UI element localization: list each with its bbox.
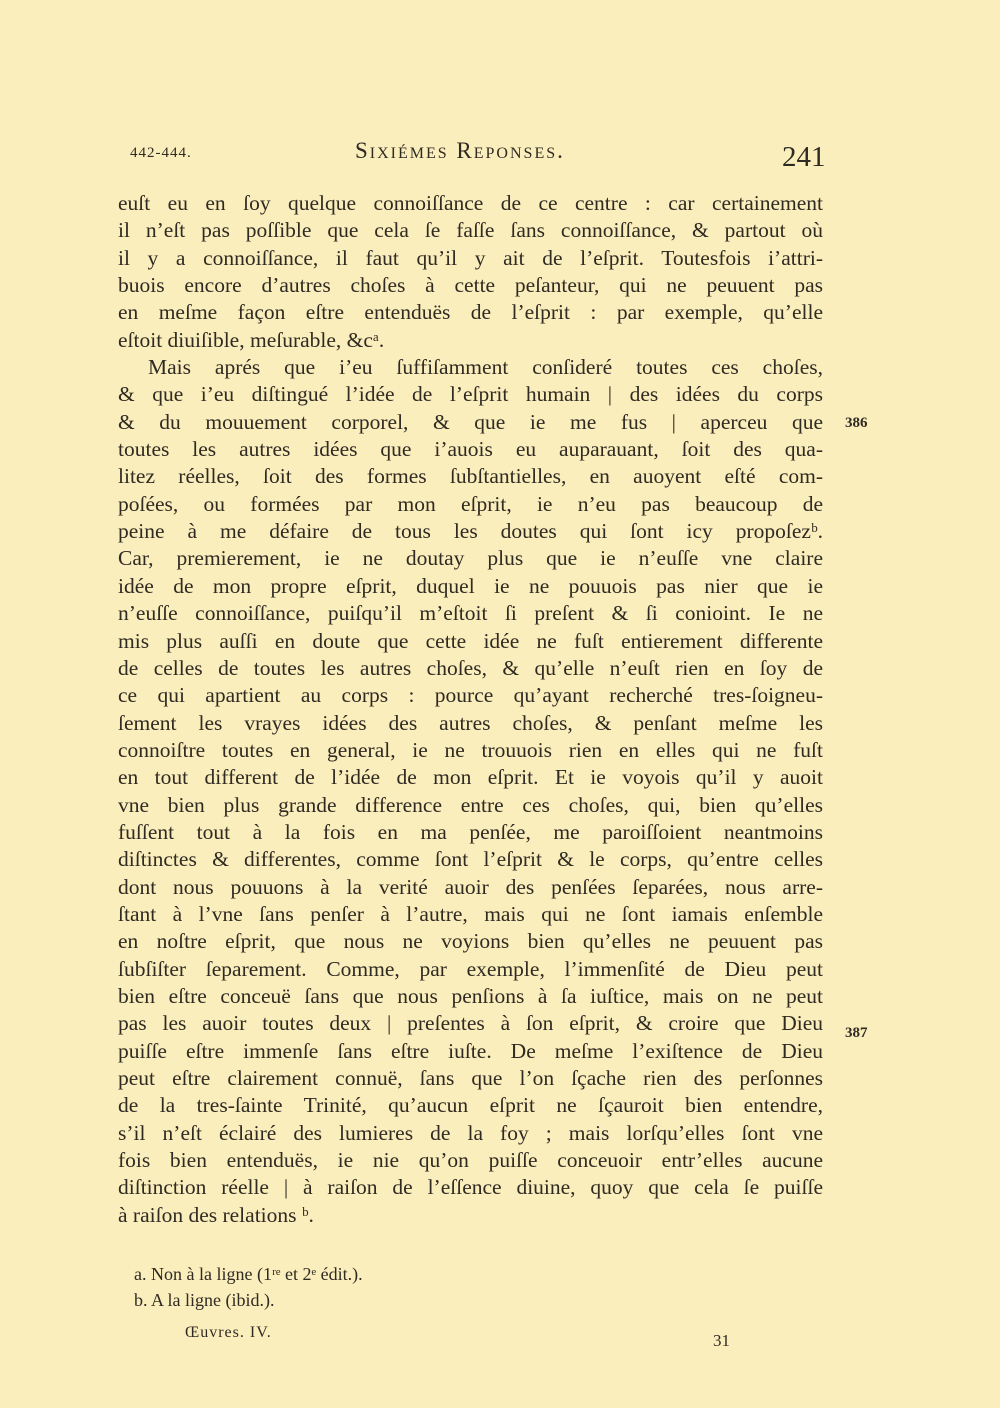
text-line: peine à me défaire de tous les doutes qui ſont icy propoſezᵇ. — [118, 519, 823, 544]
body-text — [118, 190, 823, 1229]
running-title: Sixiémes Reponses. — [355, 138, 565, 163]
text-line: fois bien entenduës, ie nie qu’on puiſſe conceuoir entr’elles aucune — [118, 1148, 823, 1173]
text-line: Mais aprés que i’eu ſuffiſamment conſideré toutes ces choſes, — [148, 355, 823, 380]
text-line: dont nous pouuons à la verité auoir des penſées ſeparées, nous arre- — [118, 874, 823, 899]
text-line: en tout different de l’idée de mon eſprit. Et ie voyois qu’il y auoit — [118, 765, 823, 790]
text-line: bien eſtre conceuë ſans que nous penſions à ſa iuſtice, mais on ne peut — [118, 983, 823, 1008]
text-line: & du mouuement corporel, & que ie me fus | aperceu que — [118, 409, 823, 434]
text-line: puiſſe eſtre immenſe ſans eſtre iuſte. De meſme l’exiſtence de Dieu — [118, 1038, 823, 1063]
text-line: idée de mon propre eſprit, duquel ie ne pouuois pas nier que ie — [118, 573, 823, 598]
text-line: poſées, ou formées par mon eſprit, ie n’eu pas beaucoup de — [118, 491, 823, 516]
text-line: à raiſon des relations ᵇ. — [118, 1202, 314, 1227]
text-line: peut eſtre clairement connuë, ſans que l’on ſçache rien des perſonnes — [118, 1066, 823, 1090]
text-line: il n’eſt pas poſſible que cela ſe faſſe ſans connoiſſance, & partout où — [118, 218, 823, 243]
text-line: de celles de toutes les autres choſes, & qu’elle n’euſt rien en ſoy de — [118, 655, 823, 680]
text-line: en meſme façon eſtre entenduës de l’eſprit : par exemple, qu’elle — [118, 300, 823, 325]
text-line: Car, premierement, ie ne doutay plus que ie n’euſſe vne claire — [118, 546, 823, 571]
text-line: en noſtre eſprit, que nous ne voyions bien qu’elles ne peuuent pas — [118, 929, 823, 954]
text-line: & que i’eu diſtingué l’idée de l’eſprit humain | des idées du corps — [118, 382, 823, 407]
sheet-number: 31 — [713, 1331, 730, 1350]
margin-page-number: 386 — [845, 415, 868, 431]
text-line: toutes les autres idées que i’auois eu auparauant, ſoit des qua- — [118, 437, 823, 462]
text-line: ſubſiſter ſeparement. Comme, par exemple, l’immenſité de Dieu peut — [118, 956, 823, 981]
text-line: ſtant à l’vne ſans penſer à l’autre, mais qui ne ſont iamais enſemble — [118, 901, 823, 926]
text-line: connoiſtre toutes en general, ie ne trouuois rien en elles qui ne fuſt — [118, 737, 823, 762]
text-line: il y a connoiſſance, il faut qu’il y ait de l’eſprit. Toutesfois i’attri- — [118, 245, 823, 270]
text-line: euſt eu en ſoy quelque connoiſſance de ce centre : car certainement — [118, 191, 823, 215]
text-line: diſtinctes & differentes, comme ſont l’eſprit & le corps, qu’entre celles — [118, 847, 823, 872]
text-line: n’euſſe connoiſſance, puiſqu’il m’eſtoit ſi preſent & ſi conioint. Ie ne — [118, 601, 823, 626]
text-line: buois encore d’autres choſes à cette peſanteur, qui ne peuuent pas — [118, 273, 823, 298]
text-line: pas les auoir toutes deux | preſentes à ſon eſprit, & croire que Dieu — [118, 1011, 823, 1036]
text-line: s’il n’eſt éclairé des lumieres de la foy ; mais lorſqu’elles ſont vne — [118, 1120, 823, 1145]
margin-page-number: 387 — [845, 1025, 868, 1041]
text-line: ce qui apartient au corps : pource qu’ayant recherché tres-ſoigneu- — [118, 683, 823, 708]
text-line: vne bien plus grande difference entre ces choſes, qui, bien qu’elles — [118, 792, 823, 817]
text-line: mis plus auſſi en doute que cette idée ne fuſt entierement differente — [118, 628, 823, 653]
footnote: a. Non à la ligne (1ʳᵉ et 2ᵉ édit.). — [134, 1264, 363, 1284]
footnote: b. A la ligne (ibid.). — [134, 1290, 275, 1310]
text-line: de la tres-ſainte Trinité, qu’aucun eſprit ne ſçauroit bien entendre, — [118, 1093, 823, 1118]
text-line: eſtoit diuiſible, meſurable, &cᵃ. — [118, 327, 385, 352]
text-line: ſement les vrayes idées des autres choſes, & penſant meſme les — [118, 710, 823, 735]
text-line: litez réelles, ſoit des formes ſubſtantielles, en auoyent eſté com- — [118, 464, 823, 489]
page-range: 442-444. — [130, 145, 192, 161]
text-line: diſtinction réelle | à raiſon de l’eſſence diuine, quoy que cela ſe puiſſe — [118, 1175, 823, 1200]
page-number: 241 — [782, 141, 826, 173]
text-line: fuſſent tout à la fois en ma penſée, me paroiſſoient neantmoins — [118, 819, 823, 844]
footer-signature: Œuvres. IV. — [185, 1324, 272, 1341]
